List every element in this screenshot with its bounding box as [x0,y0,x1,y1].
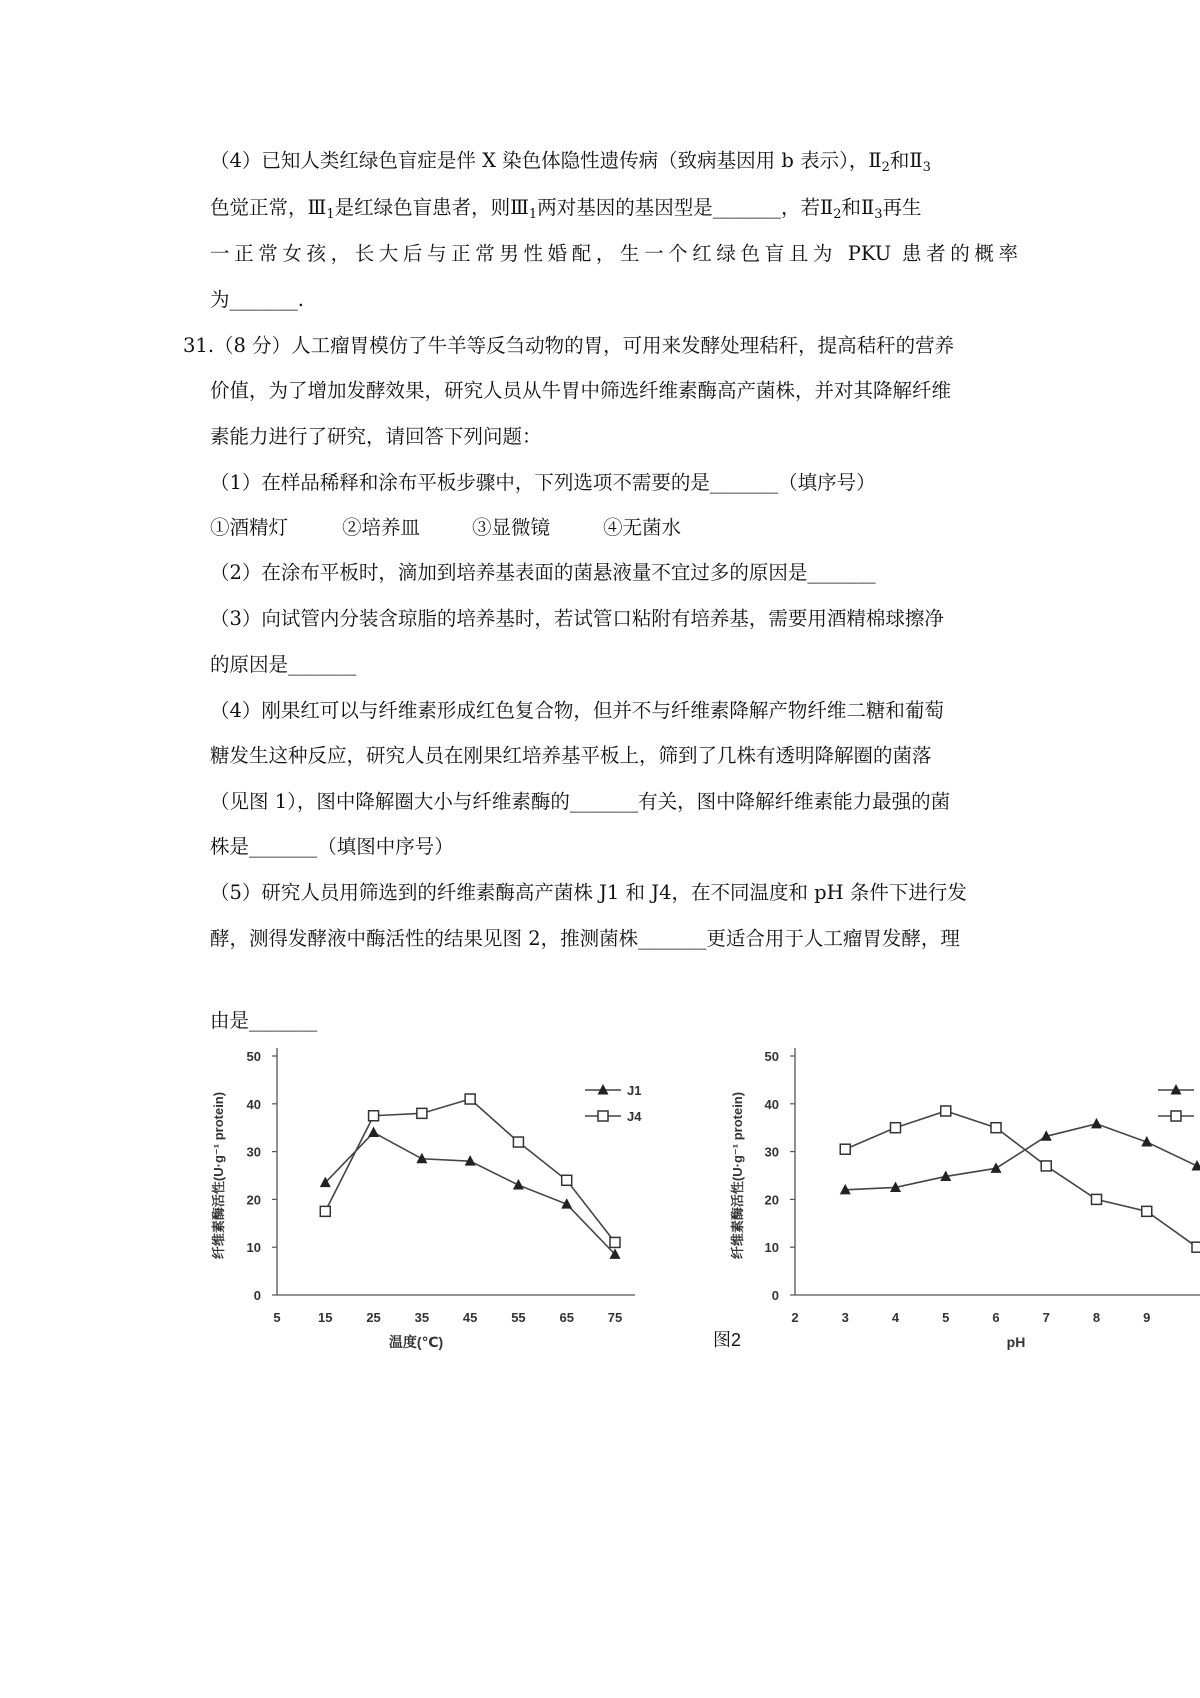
q31-option-2: ②培养皿 [342,516,421,539]
legend-label: J4 [627,1109,642,1124]
data-point-square [610,1237,620,1247]
y-tick-label: 50 [764,1049,779,1064]
q31-sub5-line3: 由是_______ [210,1009,318,1032]
y-tick-label: 0 [253,1288,261,1303]
y-tick-label: 30 [246,1144,261,1160]
x-tick-label: 55 [511,1310,526,1325]
data-point-square [941,1106,951,1116]
x-axis-label: 温度(℃) [388,1334,444,1350]
data-point-triangle [513,1179,524,1190]
x-tick-label: 75 [607,1310,623,1325]
x-tick-label: 5 [942,1310,950,1325]
y-tick-label: 10 [246,1240,261,1256]
x-axis-label: pH [1006,1334,1026,1350]
y-tick-label: 20 [764,1192,779,1208]
data-point-triangle [368,1126,379,1137]
q31-stem-line3: 素能力进行了研究，请回答下列问题： [210,425,542,448]
q31-option-1: ①酒精灯 [210,516,289,539]
q31-sub3-line2: 的原因是_______ [210,653,357,676]
data-point-square [417,1108,427,1118]
q31-option-4: ④无菌水 [603,516,682,539]
q31-sub2: （2）在涂布平板时，滴加到培养基表面的菌悬液量不宜过多的原因是_______ [210,561,876,584]
q31-sub3-line1: （3）向试管内分装含琼脂的培养基时，若试管口粘附有培养基，需要用酒精棉球擦净 [210,607,944,630]
x-tick-label: 25 [366,1310,381,1325]
y-axis-label: 纤维素酶活性(U·g⁻¹ protein) [211,1091,226,1260]
x-tick-label: 15 [318,1310,333,1325]
data-point-triangle [991,1162,1002,1173]
q31-stem-line1: 31.（8 分）人工瘤胃模仿了牛羊等反刍动物的胃，可用来发酵处理秸秆，提高秸秆的营养 [183,334,955,357]
q30-part4-line3: 一正常女孩，长大后与正常男性婚配，生一个红绿色盲且为 PKU 患者的概率 [210,242,1018,265]
data-point-square [891,1123,901,1133]
data-point-square [1041,1161,1051,1171]
data-point-triangle [1091,1118,1102,1129]
legend-marker-square [1171,1111,1181,1121]
q31-sub4-line1: （4）刚果红可以与纤维素形成红色复合物，但并不与纤维素降解产物纤维二糖和葡萄 [210,699,944,722]
y-axis-label: 纤维素酶活性(U·g⁻¹ protein) [730,1091,745,1260]
q31-sub4-line2: 糖发生这种反应，研究人员在刚果红培养基平板上，筛到了几株有透明降解圈的菌落 [210,744,932,767]
q30-part4-line2: 色觉正常，$Ⅲ_1$是红绿色盲患者，则$Ⅲ_1$两对基因的基因型是_______，若$Ⅱ_2$和$Ⅱ_3$再生 [210,196,922,222]
q31-sub4-line4: 株是_______（填图中序号） [210,835,454,858]
y-tick-label: 0 [771,1288,779,1303]
q31-sub1: （1）在样品稀释和涂布平板步骤中，下列选项不需要的是_______（填序号） [210,471,876,494]
x-tick-label: 5 [273,1310,281,1325]
data-point-square [320,1206,330,1216]
q31-stem-line2: 价值，为了增加发酵效果，研究人员从牛胃中筛选纤维素酶高产菌株，并对其降解纤维 [210,379,952,402]
q30-part4-line4: 为_______. [210,288,304,311]
data-point-square [513,1137,523,1147]
data-point-triangle [416,1153,427,1164]
y-tick-label: 40 [764,1096,779,1112]
x-tick-label: 2 [791,1310,799,1325]
q31-sub4-line3: （见图 1），图中降解圈大小与纤维素酶的_______有关，图中降解纤维素能力最强的菌 [210,790,951,813]
data-point-square [1142,1206,1152,1216]
figure-caption: 图2 [713,1330,742,1350]
x-tick-label: 3 [841,1310,849,1325]
y-tick-label: 30 [764,1144,779,1160]
data-point-square [840,1144,850,1154]
chart-temperature [195,1040,675,1370]
series-line-0 [325,1132,615,1254]
y-tick-label: 50 [246,1049,261,1064]
x-tick-label: 35 [414,1310,430,1325]
chart-ph [718,1040,1200,1370]
data-point-square [369,1111,379,1121]
x-tick-label: 9 [1143,1310,1151,1325]
q30-part4-line1: （4）已知人类红绿色盲症是伴 X 染色体隐性遗传病（致病基因用 b 表示），$Ⅱ_2$和$Ⅱ_3$ [210,149,931,175]
y-tick-label: 20 [246,1192,261,1208]
x-tick-label: 6 [992,1310,1000,1325]
data-point-square [562,1175,572,1185]
x-tick-label: 4 [891,1310,900,1325]
q31-sub5-line2: 酵，测得发酵液中酶活性的结果见图 2，推测菌株_______更适合用于人工瘤胃发酵，理 [210,927,960,950]
y-tick-label: 10 [764,1240,779,1256]
x-tick-label: 7 [1042,1310,1050,1325]
data-point-square [1192,1242,1200,1252]
x-tick-label: 8 [1092,1310,1101,1325]
y-tick-label: 40 [246,1096,261,1112]
data-point-square [1092,1194,1102,1204]
data-point-square [991,1123,1001,1133]
legend-label: J1 [627,1083,642,1098]
x-tick-label: 45 [462,1310,478,1325]
series-line-0 [845,1124,1197,1190]
legend-marker-square [598,1111,608,1121]
q31-option-3: ③显微镜 [472,516,551,539]
data-point-square [465,1094,475,1104]
q31-sub5-line1: （5）研究人员用筛选到的纤维素酶高产菌株 J1 和 J4，在不同温度和 pH 条件下进行发 [210,881,967,904]
x-tick-label: 65 [559,1310,574,1325]
data-point-triangle [1192,1160,1200,1171]
